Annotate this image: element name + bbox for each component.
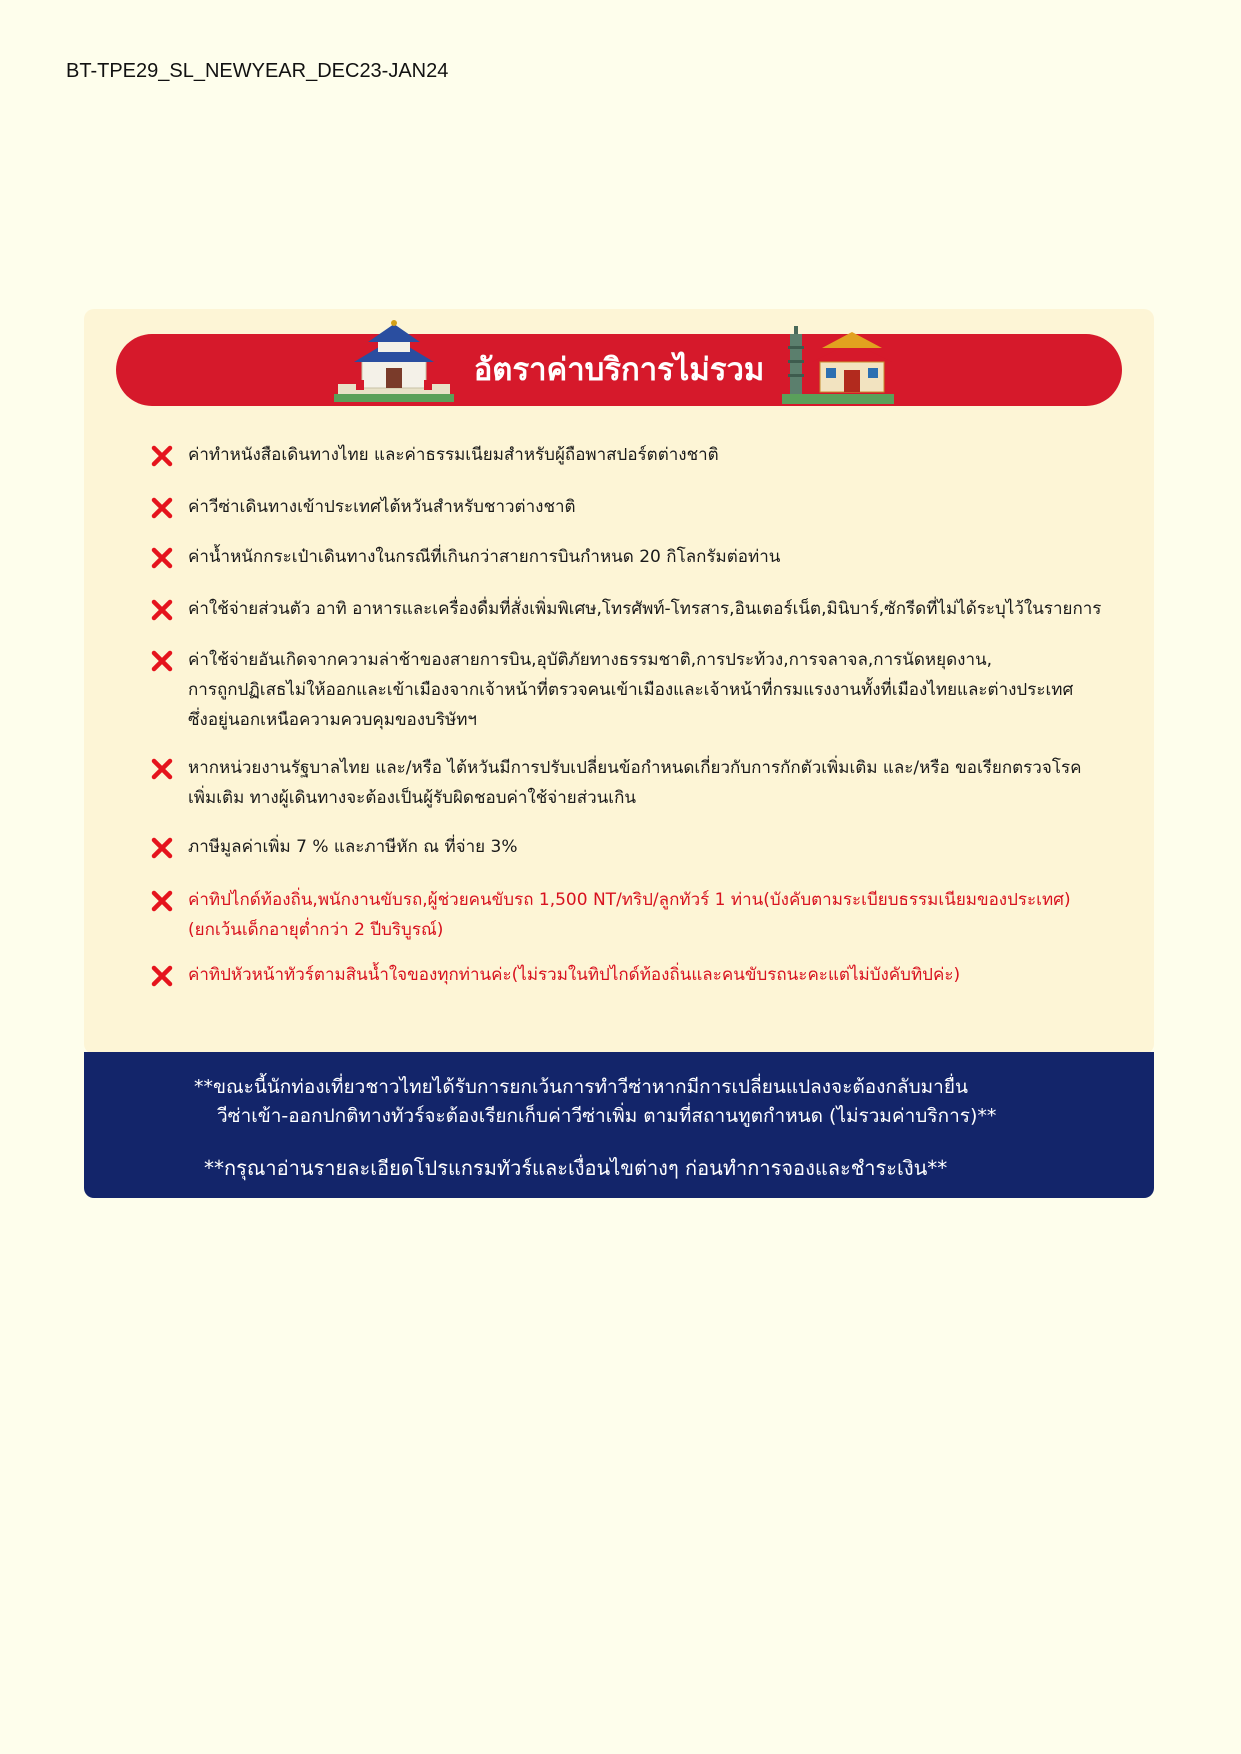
visa-notice-box bbox=[84, 1052, 1154, 1198]
excluded-item-line: ค่าใช้จ่ายอันเกิดจากความล่าช้าของสายการบิน,อุบัติภัยทางธรรมชาติ,การประท้วง,การจลาจล,การนัดหยุดงาน, bbox=[188, 650, 993, 670]
excluded-item-text bbox=[188, 645, 1130, 735]
cross-icon bbox=[150, 889, 174, 913]
excluded-item-line: (ยกเว้นเด็กอายุต่ำกว่า 2 ปีบริบูรณ์) bbox=[188, 920, 444, 940]
excluded-item-line: เพิ่มเติม ทางผู้เดินทางจะต้องเป็นผู้รับผิดชอบค่าใช้จ่ายส่วนเกิน bbox=[188, 788, 637, 808]
document-code: BT-TPE29_SL_NEWYEAR_DEC23-JAN24 bbox=[66, 60, 449, 82]
cross-icon bbox=[150, 757, 174, 781]
excluded-item-text bbox=[188, 542, 1130, 572]
excluded-item-text bbox=[188, 832, 1130, 862]
excluded-item-text bbox=[188, 492, 1130, 522]
excluded-item-text bbox=[188, 594, 1130, 624]
cross-icon bbox=[150, 546, 174, 570]
cross-icon bbox=[150, 496, 174, 520]
cross-icon bbox=[150, 964, 174, 988]
excluded-item-line: ค่าใช้จ่ายส่วนตัว อาทิ อาหารและเครื่องดื่มที่สั่งเพิ่มพิเศษ,โทรศัพท์-โทรสาร,อินเตอร์เน็ต,มินิบาร์,ซักรีดที่ไม่ได้ระบุไว้ในรายการ bbox=[188, 599, 1102, 619]
memorial-hall-icon bbox=[334, 318, 454, 404]
excluded-item-line: ค่าน้ำหนักกระเป๋าเดินทางในกรณีที่เกินกว่าสายการบินกำหนด 20 กิโลกรัมต่อท่าน bbox=[188, 547, 781, 567]
excluded-item-line: ซึ่งอยู่นอกเหนือความควบคุมของบริษัทฯ bbox=[188, 710, 477, 730]
excluded-item-line: การถูกปฏิเสธไม่ให้ออกและเข้าเมืองจากเจ้าหน้าที่ตรวจคนเข้าเมืองและเจ้าหน้าที่กรมแรงงานทั้งที่เมืองไทยและต่างประเทศ bbox=[188, 680, 1074, 700]
reading-notice: **กรุณาอ่านรายละเอียดโปรแกรมทัวร์และเงื่อนไขต่างๆ ก่อนทำการจองและชำระเงิน** bbox=[204, 1156, 948, 1180]
cross-icon bbox=[150, 649, 174, 673]
excluded-item-text bbox=[188, 960, 1130, 990]
excluded-item-line: ค่าทิปไกด์ท้องถิ่น,พนักงานขับรถ,ผู้ช่วยคนขับรถ 1,500 NT/ทริป/ลูกทัวร์ 1 ท่าน(บังคับตามระเบียบธรรมเนียมของประเทศ) bbox=[188, 890, 1071, 910]
excluded-item-line: ค่าวีซ่าเดินทางเข้าประเทศไต้หวันสำหรับชาวต่างชาติ bbox=[188, 497, 576, 517]
cross-icon bbox=[150, 836, 174, 860]
excluded-item-text bbox=[188, 440, 1130, 470]
excluded-item-text bbox=[188, 753, 1130, 813]
excluded-item-line: หากหน่วยงานรัฐบาลไทย และ/หรือ ไต้หวันมีการปรับเปลี่ยนข้อกำหนดเกี่ยวกับการกักตัวเพิ่มเติม และ/หรือ ขอเรียกตรวจโรค bbox=[188, 758, 1082, 778]
exclusions-banner bbox=[116, 334, 1122, 406]
cross-icon bbox=[150, 444, 174, 468]
cross-icon bbox=[150, 598, 174, 622]
taipei-101-temple-icon bbox=[782, 320, 894, 406]
banner-title: อัตราค่าบริการไม่รวม bbox=[473, 352, 765, 388]
excluded-item-line: ค่าทิปหัวหน้าทัวร์ตามสินน้ำใจของทุกท่านค่ะ(ไม่รวมในทิปไกด์ท้องถิ่นและคนขับรถนะคะแต่ไม่บังคับทิปค่ะ) bbox=[188, 965, 961, 985]
excluded-item-line: ค่าทำหนังสือเดินทางไทย และค่าธรรมเนียมสำหรับผู้ถือพาสปอร์ตต่างชาติ bbox=[188, 445, 719, 465]
visa-notice-line1: **ขณะนี้นักท่องเที่ยวชาวไทยได้รับการยกเว้นการทำวีซ่าหากมีการเปลี่ยนแปลงจะต้องกลับมายื่น bbox=[194, 1076, 968, 1098]
excluded-item-line: ภาษีมูลค่าเพิ่ม 7 % และภาษีหัก ณ ที่จ่าย 3% bbox=[188, 837, 518, 857]
excluded-item-text bbox=[188, 885, 1130, 945]
visa-notice-line2: วีซ่าเข้า-ออกปกติทางทัวร์จะต้องเรียกเก็บค่าวีซ่าเพิ่ม ตามที่สถานทูตกำหนด (ไม่รวมค่าบริการ)** bbox=[217, 1105, 997, 1127]
